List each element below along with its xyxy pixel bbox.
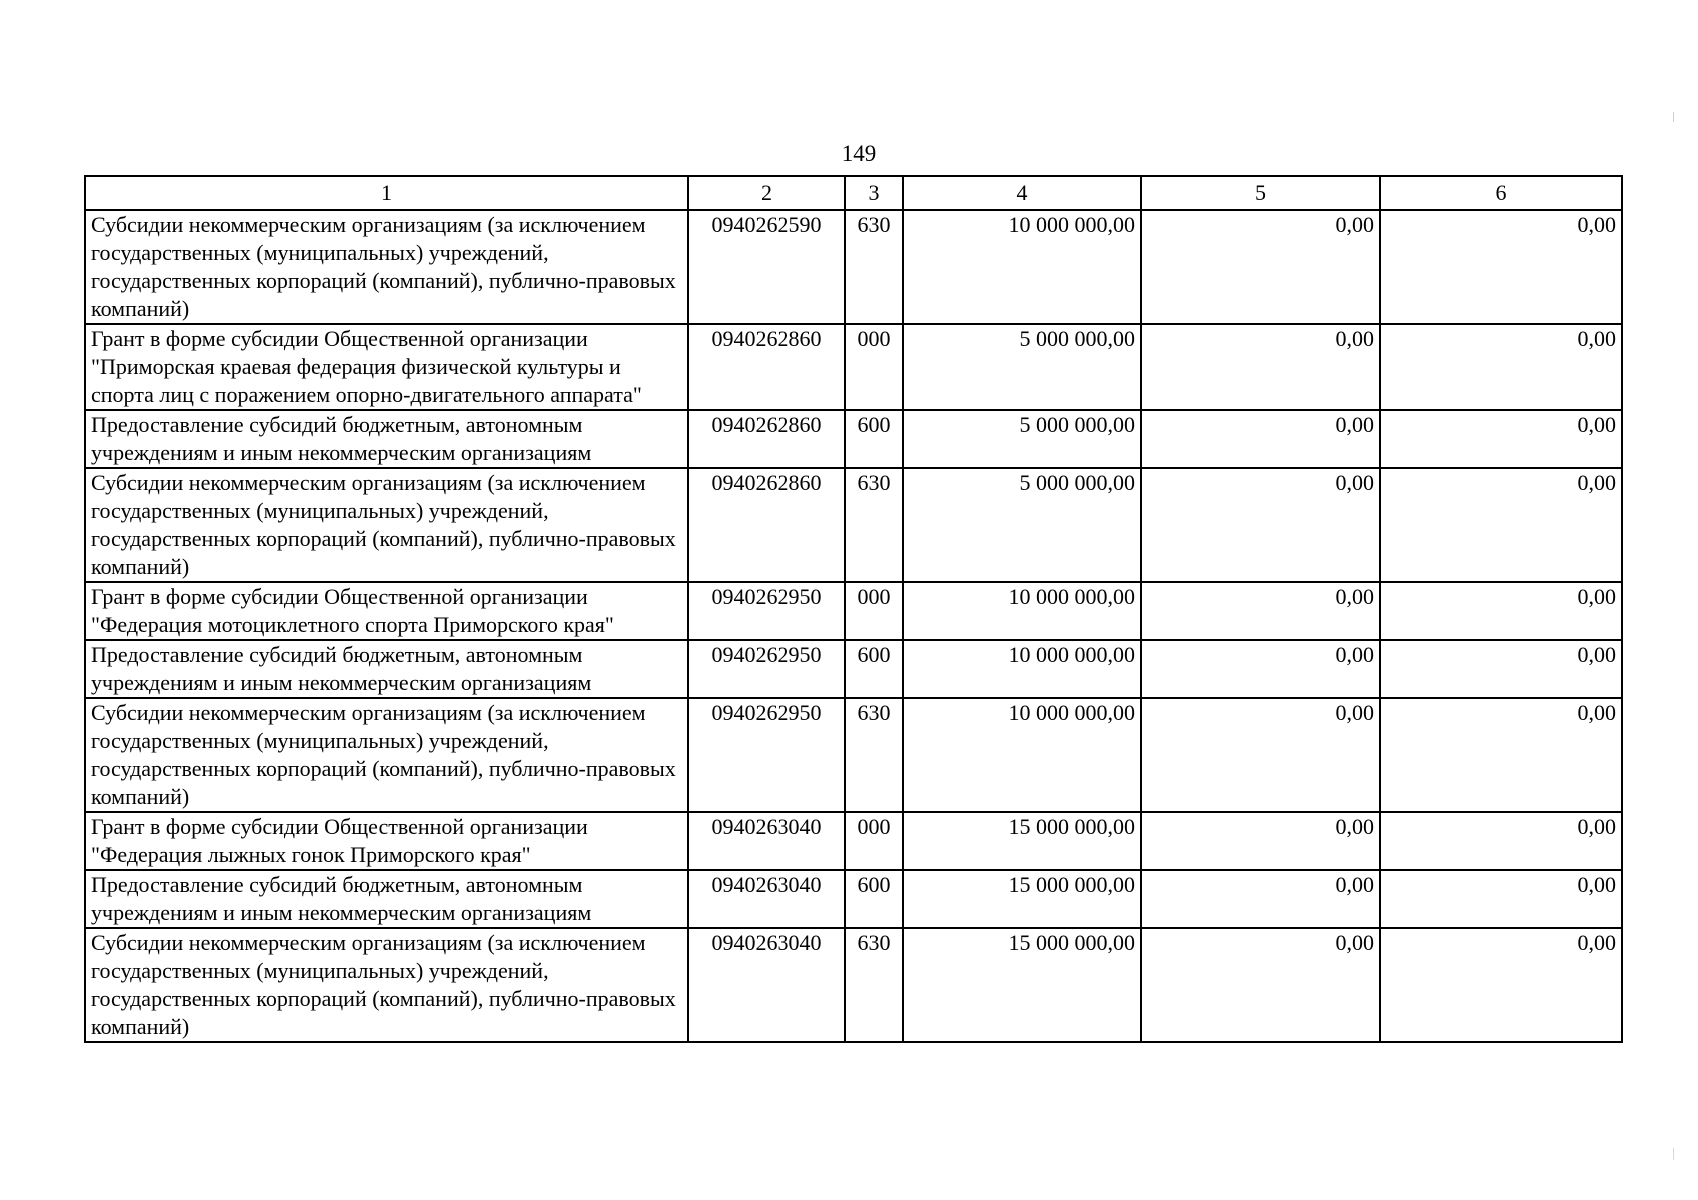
row-name: Предоставление субсидий бюджетным, автономным учреждениям и иным некоммерческим организациям bbox=[85, 870, 688, 928]
row-expense-type: 600 bbox=[845, 870, 903, 928]
row-amount-5: 0,00 bbox=[1141, 640, 1380, 698]
header-col-6: 6 bbox=[1380, 176, 1622, 210]
row-expense-type: 630 bbox=[845, 698, 903, 812]
header-col-4: 4 bbox=[903, 176, 1141, 210]
row-amount-6: 0,00 bbox=[1380, 468, 1622, 582]
row-amount-4: 5 000 000,00 bbox=[903, 410, 1141, 468]
row-expense-type: 630 bbox=[845, 928, 903, 1042]
row-expense-type: 000 bbox=[845, 324, 903, 410]
row-expense-type: 630 bbox=[845, 210, 903, 324]
table-row bbox=[85, 324, 1622, 410]
table-row bbox=[85, 468, 1622, 582]
header-col-3: 3 bbox=[845, 176, 903, 210]
row-amount-6: 0,00 bbox=[1380, 410, 1622, 468]
header-col-1: 1 bbox=[85, 176, 688, 210]
table-row bbox=[85, 410, 1622, 468]
row-target-article: 0940262950 bbox=[688, 698, 845, 812]
header-col-2: 2 bbox=[688, 176, 845, 210]
row-name: Субсидии некоммерческим организациям (за исключением государственных (муниципальных) учреждений, государственных корпораций (компаний), публично-правовых компаний) bbox=[85, 928, 688, 1042]
row-amount-6: 0,00 bbox=[1380, 210, 1622, 324]
table-row bbox=[85, 640, 1622, 698]
row-name: Предоставление субсидий бюджетным, автономным учреждениям и иным некоммерческим организациям bbox=[85, 640, 688, 698]
row-target-article: 0940262860 bbox=[688, 410, 845, 468]
table-header bbox=[85, 176, 1622, 210]
row-amount-6: 0,00 bbox=[1380, 582, 1622, 640]
row-amount-5: 0,00 bbox=[1141, 698, 1380, 812]
row-amount-5: 0,00 bbox=[1141, 812, 1380, 870]
row-amount-5: 0,00 bbox=[1141, 324, 1380, 410]
row-amount-6: 0,00 bbox=[1380, 812, 1622, 870]
row-target-article: 0940262590 bbox=[688, 210, 845, 324]
row-amount-4: 10 000 000,00 bbox=[903, 210, 1141, 324]
row-amount-4: 5 000 000,00 bbox=[903, 324, 1141, 410]
row-amount-5: 0,00 bbox=[1141, 468, 1380, 582]
row-amount-4: 10 000 000,00 bbox=[903, 582, 1141, 640]
table-body bbox=[85, 210, 1622, 1042]
row-amount-5: 0,00 bbox=[1141, 210, 1380, 324]
table-row bbox=[85, 698, 1622, 812]
header-col-5: 5 bbox=[1141, 176, 1380, 210]
row-amount-4: 15 000 000,00 bbox=[903, 928, 1141, 1042]
row-target-article: 0940262950 bbox=[688, 582, 845, 640]
table-row bbox=[85, 870, 1622, 928]
row-amount-6: 0,00 bbox=[1380, 324, 1622, 410]
row-expense-type: 600 bbox=[845, 410, 903, 468]
row-name: Субсидии некоммерческим организациям (за исключением государственных (муниципальных) учреждений, государственных корпораций (компаний), публично-правовых компаний) bbox=[85, 468, 688, 582]
row-amount-6: 0,00 bbox=[1380, 640, 1622, 698]
row-name: Субсидии некоммерческим организациям (за исключением государственных (муниципальных) учреждений, государственных корпораций (компаний), публично-правовых компаний) bbox=[85, 698, 688, 812]
row-target-article: 0940262860 bbox=[688, 468, 845, 582]
row-target-article: 0940263040 bbox=[688, 928, 845, 1042]
table-row bbox=[85, 928, 1622, 1042]
row-amount-5: 0,00 bbox=[1141, 410, 1380, 468]
row-target-article: 0940262950 bbox=[688, 640, 845, 698]
scan-edge-mark bbox=[1673, 112, 1674, 122]
header-row bbox=[85, 176, 1622, 210]
row-expense-type: 000 bbox=[845, 582, 903, 640]
row-name: Субсидии некоммерческим организациям (за исключением государственных (муниципальных) учреждений, государственных корпораций (компаний), публично-правовых компаний) bbox=[85, 210, 688, 324]
row-target-article: 0940263040 bbox=[688, 870, 845, 928]
row-name: Грант в форме субсидии Общественной организации "Федерация мотоциклетного спорта Приморского края" bbox=[85, 582, 688, 640]
row-amount-5: 0,00 bbox=[1141, 870, 1380, 928]
row-target-article: 0940263040 bbox=[688, 812, 845, 870]
row-amount-5: 0,00 bbox=[1141, 928, 1380, 1042]
row-name: Предоставление субсидий бюджетным, автономным учреждениям и иным некоммерческим организациям bbox=[85, 410, 688, 468]
page-number: 149 bbox=[841, 141, 877, 166]
row-amount-6: 0,00 bbox=[1380, 928, 1622, 1042]
table-row bbox=[85, 210, 1622, 324]
row-expense-type: 630 bbox=[845, 468, 903, 582]
row-amount-4: 15 000 000,00 bbox=[903, 812, 1141, 870]
row-amount-6: 0,00 bbox=[1380, 698, 1622, 812]
row-amount-4: 10 000 000,00 bbox=[903, 698, 1141, 812]
row-amount-5: 0,00 bbox=[1141, 582, 1380, 640]
row-amount-4: 10 000 000,00 bbox=[903, 640, 1141, 698]
table-row bbox=[85, 582, 1622, 640]
row-name: Грант в форме субсидии Общественной организации "Приморская краевая федерация физической культуры и спорта лиц с поражением опорно-двигательного аппарата" bbox=[85, 324, 688, 410]
table-row bbox=[85, 812, 1622, 870]
row-amount-6: 0,00 bbox=[1380, 870, 1622, 928]
row-amount-4: 5 000 000,00 bbox=[903, 468, 1141, 582]
row-expense-type: 600 bbox=[845, 640, 903, 698]
row-expense-type: 000 bbox=[845, 812, 903, 870]
scan-edge-mark bbox=[1673, 1148, 1674, 1160]
row-amount-4: 15 000 000,00 bbox=[903, 870, 1141, 928]
row-name: Грант в форме субсидии Общественной организации "Федерация лыжных гонок Приморского края" bbox=[85, 812, 688, 870]
row-target-article: 0940262860 bbox=[688, 324, 845, 410]
budget-table bbox=[84, 175, 1623, 1043]
